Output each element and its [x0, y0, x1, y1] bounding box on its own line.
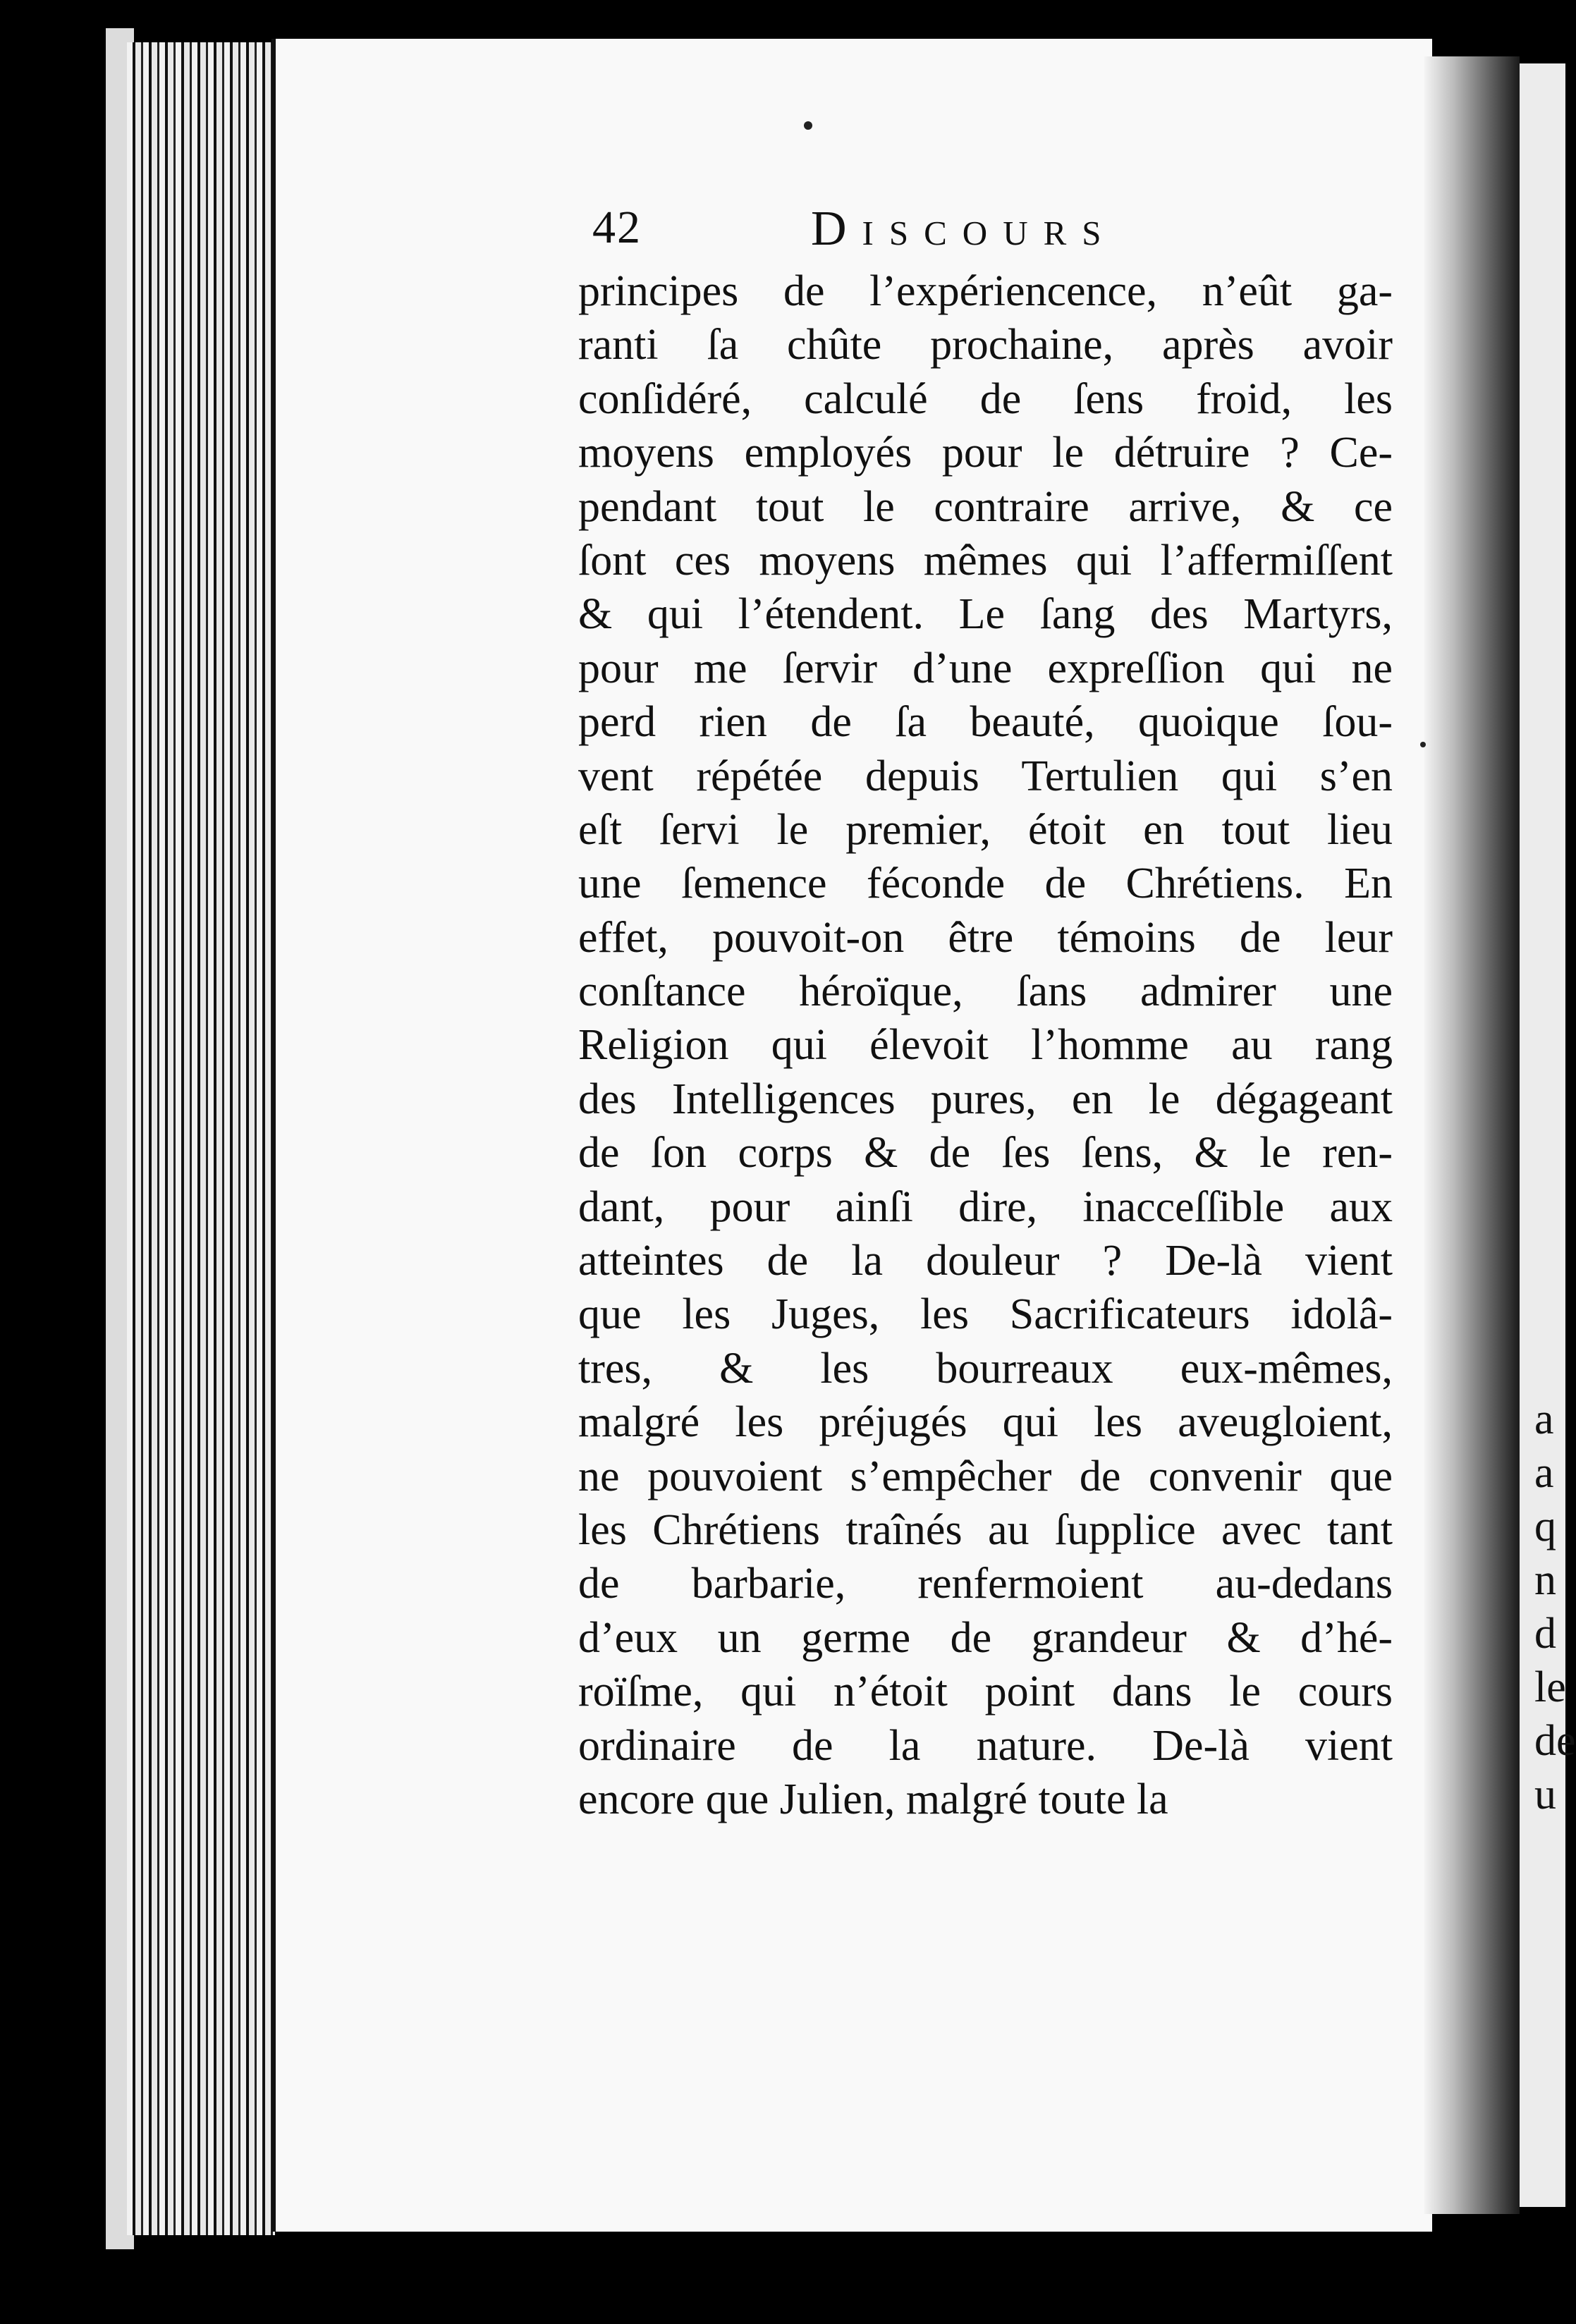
- text-line: perd rien de ſa beauté, quoique ſou-: [578, 698, 1393, 747]
- text-line: roïſme, qui n’étoit point dans le cours: [578, 1668, 1393, 1716]
- text-line: tres, & les bourreaux eux-mêmes,: [578, 1344, 1393, 1393]
- text-line: les Chrétiens traînés au ſupplice avec tant: [578, 1505, 1393, 1554]
- text-line: de barbarie, renfermoient au-dedans: [578, 1560, 1393, 1608]
- text-line: dant, pour ainſi dire, inacceſſible aux: [578, 1182, 1393, 1231]
- facing-page-fragment: u: [1534, 1770, 1556, 1818]
- text-line: Religion qui élevoit l’homme au rang: [578, 1021, 1393, 1070]
- text-line: d’eux un germe de grandeur & d’hé-: [578, 1613, 1393, 1662]
- text-line: effet, pouvoit-on être témoins de leur: [578, 913, 1393, 962]
- text-line: moyens employés pour le détruire ? Ce-: [578, 429, 1393, 477]
- text-line: & qui l’étendent. Le ſang des Martyrs,: [578, 590, 1393, 639]
- text-line: vent répétée depuis Tertulien qui s’en: [578, 752, 1393, 800]
- text-line: ſont ces moyens mêmes qui l’affermiſſent: [578, 536, 1393, 585]
- facing-page-fragment: d: [1534, 1610, 1556, 1658]
- text-line: des Intelligences pures, en le dégageant: [578, 1075, 1393, 1123]
- text-line: que les Juges, les Sacrificateurs idolâ-: [578, 1290, 1393, 1339]
- text-line: ne pouvoient s’empêcher de convenir que: [578, 1452, 1393, 1500]
- text-line: eſt ſervi le premier, étoit en tout lieu: [578, 805, 1393, 854]
- facing-page-text-fragment: [1534, 1393, 1576, 1821]
- text-line: malgré les préjugés qui les aveugloient,: [578, 1398, 1393, 1447]
- ink-speck: [804, 121, 812, 130]
- facing-page-fragment: q: [1534, 1503, 1556, 1551]
- text-line: principes de l’expériencence, n’eût ga-: [578, 267, 1393, 315]
- facing-page-sliver: [1520, 63, 1565, 2207]
- running-header: [592, 201, 1403, 264]
- facing-page-fragment: a: [1534, 1395, 1554, 1443]
- text-line: pendant tout le contraire arrive, & ce: [578, 482, 1393, 531]
- facing-page-fragment: de: [1534, 1717, 1576, 1765]
- text-line: conſidéré, calculé de ſens froid, les: [578, 374, 1393, 423]
- text-line: conſtance héroïque, ſans admirer une: [578, 967, 1393, 1016]
- text-line: ordinaire de la nature. De-là vient: [578, 1721, 1393, 1770]
- facing-page-fragment: a: [1534, 1449, 1554, 1497]
- text-line: encore que Julien, malgré toute la: [578, 1775, 1168, 1823]
- text-line: atteintes de la douleur ? De-là vient: [578, 1237, 1393, 1285]
- ink-speck: [1420, 742, 1426, 747]
- fore-edge-stripes: [127, 42, 275, 2235]
- text-line: pour me ſervir d’une expreſſion qui ne: [578, 644, 1393, 692]
- facing-page-fragment: n: [1534, 1556, 1556, 1604]
- running-title: Discours: [811, 202, 1117, 256]
- text-line: ranti ſa chûte prochaine, après avoir: [578, 321, 1393, 369]
- page-gutter-shadow: [1424, 56, 1520, 2214]
- body-text: [578, 264, 1393, 1826]
- text-line: de ſon corps & de ſes ſens, & le ren-: [578, 1129, 1393, 1178]
- facing-page-fragment: le: [1534, 1663, 1566, 1711]
- page-number: 42: [592, 202, 642, 253]
- text-line: une ſemence féconde de Chrétiens. En: [578, 860, 1393, 908]
